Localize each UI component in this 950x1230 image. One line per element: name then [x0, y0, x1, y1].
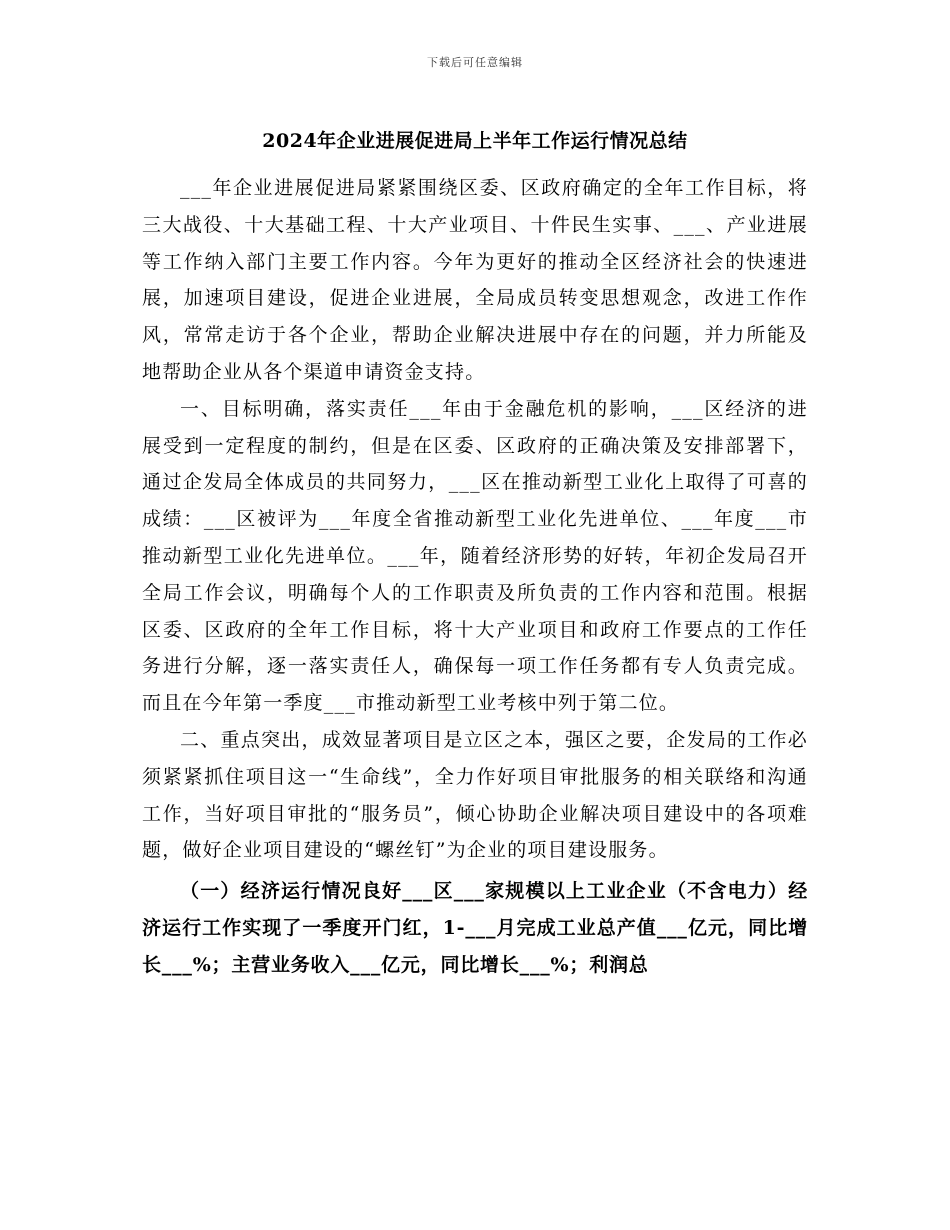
document-title: 2024年企业进展促进局上半年工作运行情况总结 — [262, 130, 688, 152]
paragraph-section-1: 一、目标明确，落实责任___年由于金融危机的影响，___区经济的进展受到一定程度的制约，但是在区委、区政府的正确决策及安排部署下，通过企发局全体成员的共同努力，___区在推动新型工业化上取得了可喜的成绩：___区被评为___年度全省推动新型工业化先进单位、___年度___市推动新型工业化先进单位。___年，随着经济形势的好转，年初企发局召开全局工作会议，明确每个人的工作职责及所负责的工作内容和范围。根据区委、区政府的全年工作目标，将十大产业项目和政府工作要点的工作任务进行分解，逐一落实责任人，确保每一项工作任务都有专人负责完成。而且在今年第一季度___市推动新型工业考核中列于第二位。 — [142, 397, 808, 715]
paragraph-subsection-1: （一）经济运行情况良好___区___家规模以上工业企业（不含电力）经济运行工作实现了一季度开门红，1-___月完成工业总产值___亿元，同比增长___%；主营业务收入___亿元，同比增长___%；利润总 — [142, 880, 808, 976]
page-header-note: 下载后可任意编辑 — [427, 56, 523, 69]
paragraph-intro: ___年企业进展促进局紧紧围绕区委、区政府确定的全年工作目标，将三大战役、十大基础工程、十大产业项目、十件民生实事、___、产业进展等工作纳入部门主要工作内容。今年为更好的推动全区经济社会的快速进展，加速项目建设，促进企业进展，全局成员转变思想观念，改进工作作风，常常走访于各个企业，帮助企业解决进展中存在的问题，并力所能及地帮助企业从各个渠道申请资金支持。 — [142, 177, 808, 383]
document-body — [142, 170, 808, 984]
paragraph-section-2: 二、重点突出，成效显著项目是立区之本，强区之要，企发局的工作必须紧紧抓住项目这一“生命线”，全力作好项目审批服务的相关联络和沟通工作，当好项目审批的“服务员”，倾心协助企业解决项目建设中的各项难题，做好企业项目建设的“螺丝钉”为企业的项目建设服务。 — [142, 728, 808, 862]
